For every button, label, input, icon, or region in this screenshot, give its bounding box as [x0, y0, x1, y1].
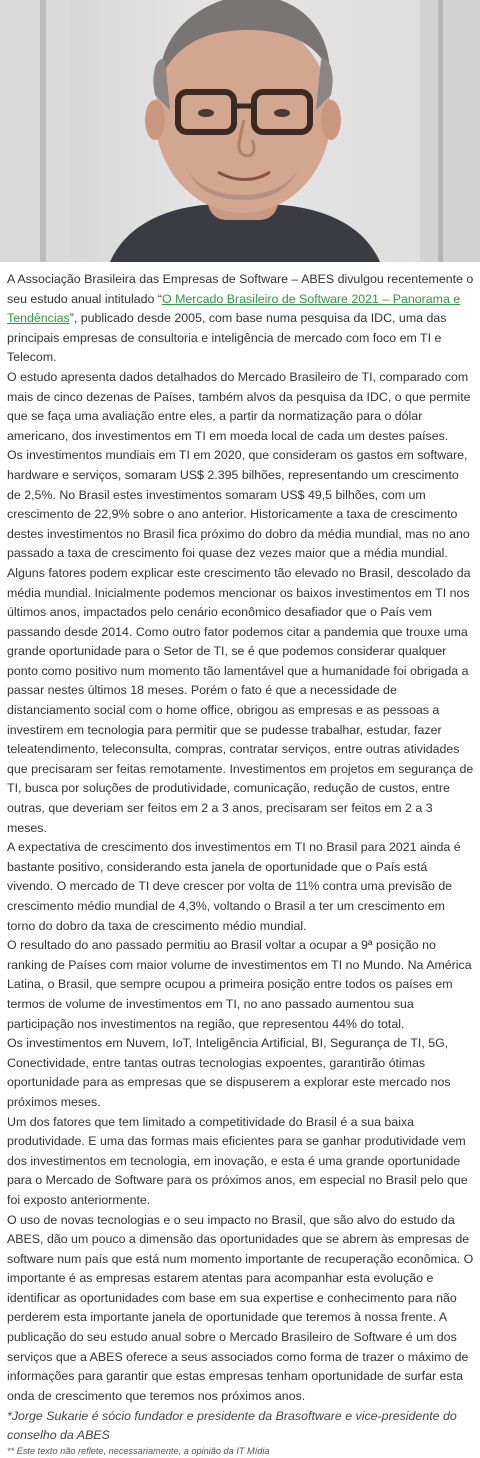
article-paragraph: Os investimentos mundiais em TI em 2020, que consideram os gastos em software, hardware e serviços, somaram US$ 2.395 bilhões, representando um crescimento de 2,5%. No Brasil estes investimentos somaram US$ 49,5 bilhões, com um crescimento de 22,9% sobre o ano anterior. Historicamente a taxa de crescimento destes investimentos no Brasil fica próximo do dobro da média mundial, mas no ano passado a taxa de crescimento foi quase dez vezes maior que a média mundial. — [7, 448, 470, 561]
author-note: *Jorge Sukarie é sócio fundador e presidente da Brasoftware e vice-presidente do conselho da ABES — [7, 1409, 457, 1443]
intro-text-before: A Associação Brasileira das Empresas de Software – ABES divulgou recentemente o seu estudo anual intitulado “ — [7, 272, 474, 306]
article-paragraph-intro — [7, 270, 475, 368]
article-paragraph: Os investimentos em Nuvem, IoT, Inteligência Artificial, BI, Segurança de TI, 5G, Conectividade, entre tantas outras tecnologias expoentes, garantirão ótimas oportunidade para as empresas que se dispuserem a explorar este mercado nos próximos meses. — [7, 1036, 451, 1109]
article-paragraph: A expectativa de crescimento dos investimentos em TI no Brasil para 2021 ainda é bastante positivo, considerando esta janela de oportunidade que o País está vivendo. O mercado de TI deve crescer por volta de 11% contra uma previsão de crescimento médio mundial de 4,3%, voltando o Brasil a ter um crescimento em torno do dobro da taxa de crescimento médio mundial. — [7, 840, 461, 933]
article-paragraph: O estudo apresenta dados detalhados do Mercado Brasileiro de TI, comparado com mais de cinco dezenas de Países, também alvos da pesquisa da IDC, o que permite que se faça uma avaliação entre eles, a partir da normatização para o dólar americano, dos investimentos em TI em moeda local de cada um destes países. — [7, 369, 471, 443]
author-photo — [0, 0, 480, 262]
intro-text-after: ”, publicado desde 2005, com base numa pesquisa da IDC, uma das principais empresas de consultoria e inteligência de mercado com foco em TI e Telecom. — [7, 311, 447, 365]
article-paragraph: Um dos fatores que tem limitado a competitividade do Brasil é a sua baixa produtividade. E uma das formas mais eficientes para se ganhar produtividade vem dos investimentos em tecnologia, em inovação, e esta é uma grande oportunidade para o Mercado de Software para os próximos anos, em especial no Brasil pelo que foi exposto anteriormente. — [7, 1114, 468, 1207]
study-title-link[interactable]: O Mercado Brasileiro de Software 2021 – Panorama e Tendências — [7, 291, 461, 326]
disclaimer: ** Este texto não reflete, necessariamente, a opinião da IT Mídia — [7, 1446, 270, 1457]
author-portrait-illustration — [0, 0, 480, 262]
article-paragraph: O uso de novas tecnologias e o seu impacto no Brasil, que são alvo do estudo da ABES, dão um pouco a dimensão das oportunidades que se abrem às empresas de software num país que está num momento importante de recuperação econômica. O importante é as empresas estarem atentas para acompanhar esta evolução e identificar as oportunidades com base em sua expertise e conhecimento para não perderem esta importante janela de oportunidade que teremos à nossa frente. A publicação do seu estudo anual sobre o Mercado Brasileiro de Software é um dos serviços que a ABES oferece a seus associados como forma de trazer o máximo de informações para garantir que estas empresas tenham oportunidade de surfar esta onda de crescimento que teremos nos próximos anos. — [7, 1212, 474, 1403]
article-paragraph: Alguns fatores podem explicar este crescimento tão elevado no Brasil, descolado da média mundial. Inicialmente podemos mencionar os baixos investimentos em TI nos últimos anos, impactados pelo cenário econômico desafiador que o País vem passando desde 2014. Como outro fator podemos citar a pandemia que trouxe uma grande oportunidade para o Setor de TI, se é que podemos considerar qualquer ponto como positivo num momento tão lamentável que a humanidade foi obrigada a passar nestes últimos 18 meses. Porém o fato é que a necessidade de distanciamento social com o home office, obrigou as empresas e as pessoas a investirem em tecnologia para permitir que se pudesse trabalhar, estudar, fazer teleatendimento, teleconsulta, compras, contratar serviços, entre outras atividades que precisaram ser feitas remotamente. Investimentos em projetos em segurança de TI, busca por soluções de produtividade, comunicação, redução de custos, entre outras, que deveriam ser feitos em 2 a 3 anos, precisaram ser feitos em 2 a 3 meses. — [7, 565, 474, 835]
article-body — [0, 262, 480, 1458]
article-paragraph: O resultado do ano passado permitiu ao Brasil voltar a ocupar a 9ª posição no ranking de Países com maior volume de investimentos em TI no Mundo. Na América Latina, o Brasil, que sempre ocupou a primeira posição entre todos os países em termos de volume de investimentos em TI, no ano passado aumentou sua participação nos investimentos na região, que representou 44% do total. — [7, 938, 472, 1031]
